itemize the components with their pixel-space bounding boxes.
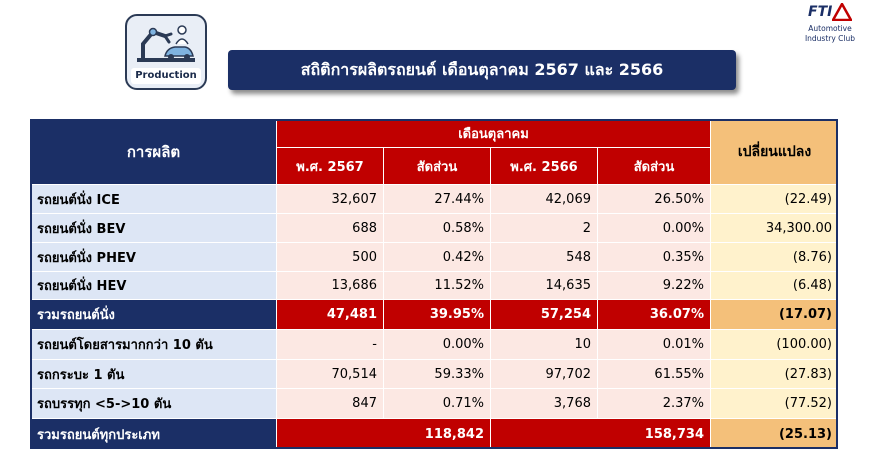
share-2566: 0.35%	[598, 243, 711, 272]
share-2567: 11.52%	[384, 272, 491, 300]
logo-line1: Automotive	[808, 24, 852, 33]
row-label: รถยนต์นั่ง BEV	[31, 214, 277, 243]
header-production: การผลิต	[31, 120, 277, 185]
share-2567: 0.58%	[384, 214, 491, 243]
table-row	[31, 214, 839, 243]
grand-total-2566: 158,734	[491, 419, 711, 450]
change-value: (27.83)	[711, 360, 839, 389]
share-2567: 27.44%	[384, 185, 491, 214]
row-label: รถยนต์นั่ง HEV	[31, 272, 277, 300]
row-label: รวมรถยนต์นั่ง	[31, 300, 277, 330]
table-row	[31, 360, 839, 389]
header-y2566: พ.ศ. 2566	[491, 148, 598, 185]
page-title: สถิติการผลิตรถยนต์ เดือนตุลาคม 2567 และ 2566	[228, 50, 736, 90]
robot-arm-car-icon	[135, 22, 197, 68]
share-2566: 36.07%	[598, 300, 711, 330]
production-badge	[125, 14, 207, 90]
value-2566: 2	[491, 214, 598, 243]
value-2567: 688	[277, 214, 384, 243]
value-2566: 548	[491, 243, 598, 272]
change-value: (25.13)	[711, 419, 839, 450]
grand-total-row	[31, 419, 839, 450]
row-label: รถบรรทุก <5->10 ตัน	[31, 389, 277, 419]
header-y2567: พ.ศ. 2567	[277, 148, 384, 185]
table-row	[31, 330, 839, 360]
value-2567: 32,607	[277, 185, 384, 214]
share-2567: 0.00%	[384, 330, 491, 360]
change-value: (22.49)	[711, 185, 839, 214]
row-label: รถยนต์โดยสารมากกว่า 10 ตัน	[31, 330, 277, 360]
row-label: รถยนต์นั่ง ICE	[31, 185, 277, 214]
share-2566: 26.50%	[598, 185, 711, 214]
value-2567: 500	[277, 243, 384, 272]
production-table	[30, 119, 839, 450]
value-2567: 847	[277, 389, 384, 419]
header-month: เดือนตุลาคม	[277, 120, 711, 148]
triangle-icon	[832, 3, 852, 21]
share-2566: 0.00%	[598, 214, 711, 243]
value-2566: 97,702	[491, 360, 598, 389]
logo-line2: Industry Club	[804, 34, 856, 43]
share-2567: 59.33%	[384, 360, 491, 389]
header-change: เปลี่ยนแปลง	[711, 120, 839, 185]
share-2566: 0.01%	[598, 330, 711, 360]
share-2566: 9.22%	[598, 272, 711, 300]
value-2567: 70,514	[277, 360, 384, 389]
row-label: รวมรถยนต์ทุกประเภท	[31, 419, 277, 450]
table-row	[31, 272, 839, 300]
change-value: (6.48)	[711, 272, 839, 300]
change-value: (77.52)	[711, 389, 839, 419]
row-label: รถกระบะ 1 ตัน	[31, 360, 277, 389]
share-2567: 39.95%	[384, 300, 491, 330]
value-2566: 10	[491, 330, 598, 360]
value-2567: 13,686	[277, 272, 384, 300]
table-row	[31, 243, 839, 272]
fti-logo	[800, 4, 860, 54]
value-2567: 47,481	[277, 300, 384, 330]
share-2567: 0.42%	[384, 243, 491, 272]
share-2566: 2.37%	[598, 389, 711, 419]
header-share-2566: สัดส่วน	[598, 148, 711, 185]
value-2566: 57,254	[491, 300, 598, 330]
row-label: รถยนต์นั่ง PHEV	[31, 243, 277, 272]
grand-total-2567: 118,842	[277, 419, 491, 450]
value-2566: 3,768	[491, 389, 598, 419]
value-2567: -	[277, 330, 384, 360]
value-2566: 42,069	[491, 185, 598, 214]
change-value: (8.76)	[711, 243, 839, 272]
change-value: (17.07)	[711, 300, 839, 330]
change-value: (100.00)	[711, 330, 839, 360]
share-2567: 0.71%	[384, 389, 491, 419]
change-value: 34,300.00	[711, 214, 839, 243]
production-label: Production	[131, 68, 201, 84]
table-header-row-1	[31, 120, 839, 148]
header-share-2567: สัดส่วน	[384, 148, 491, 185]
table-row	[31, 389, 839, 419]
subtotal-row	[31, 300, 839, 330]
logo-mark	[808, 4, 832, 20]
value-2566: 14,635	[491, 272, 598, 300]
share-2566: 61.55%	[598, 360, 711, 389]
logo-caption	[800, 24, 860, 44]
logo-mark-text: FTI	[808, 4, 833, 20]
table-row	[31, 185, 839, 214]
